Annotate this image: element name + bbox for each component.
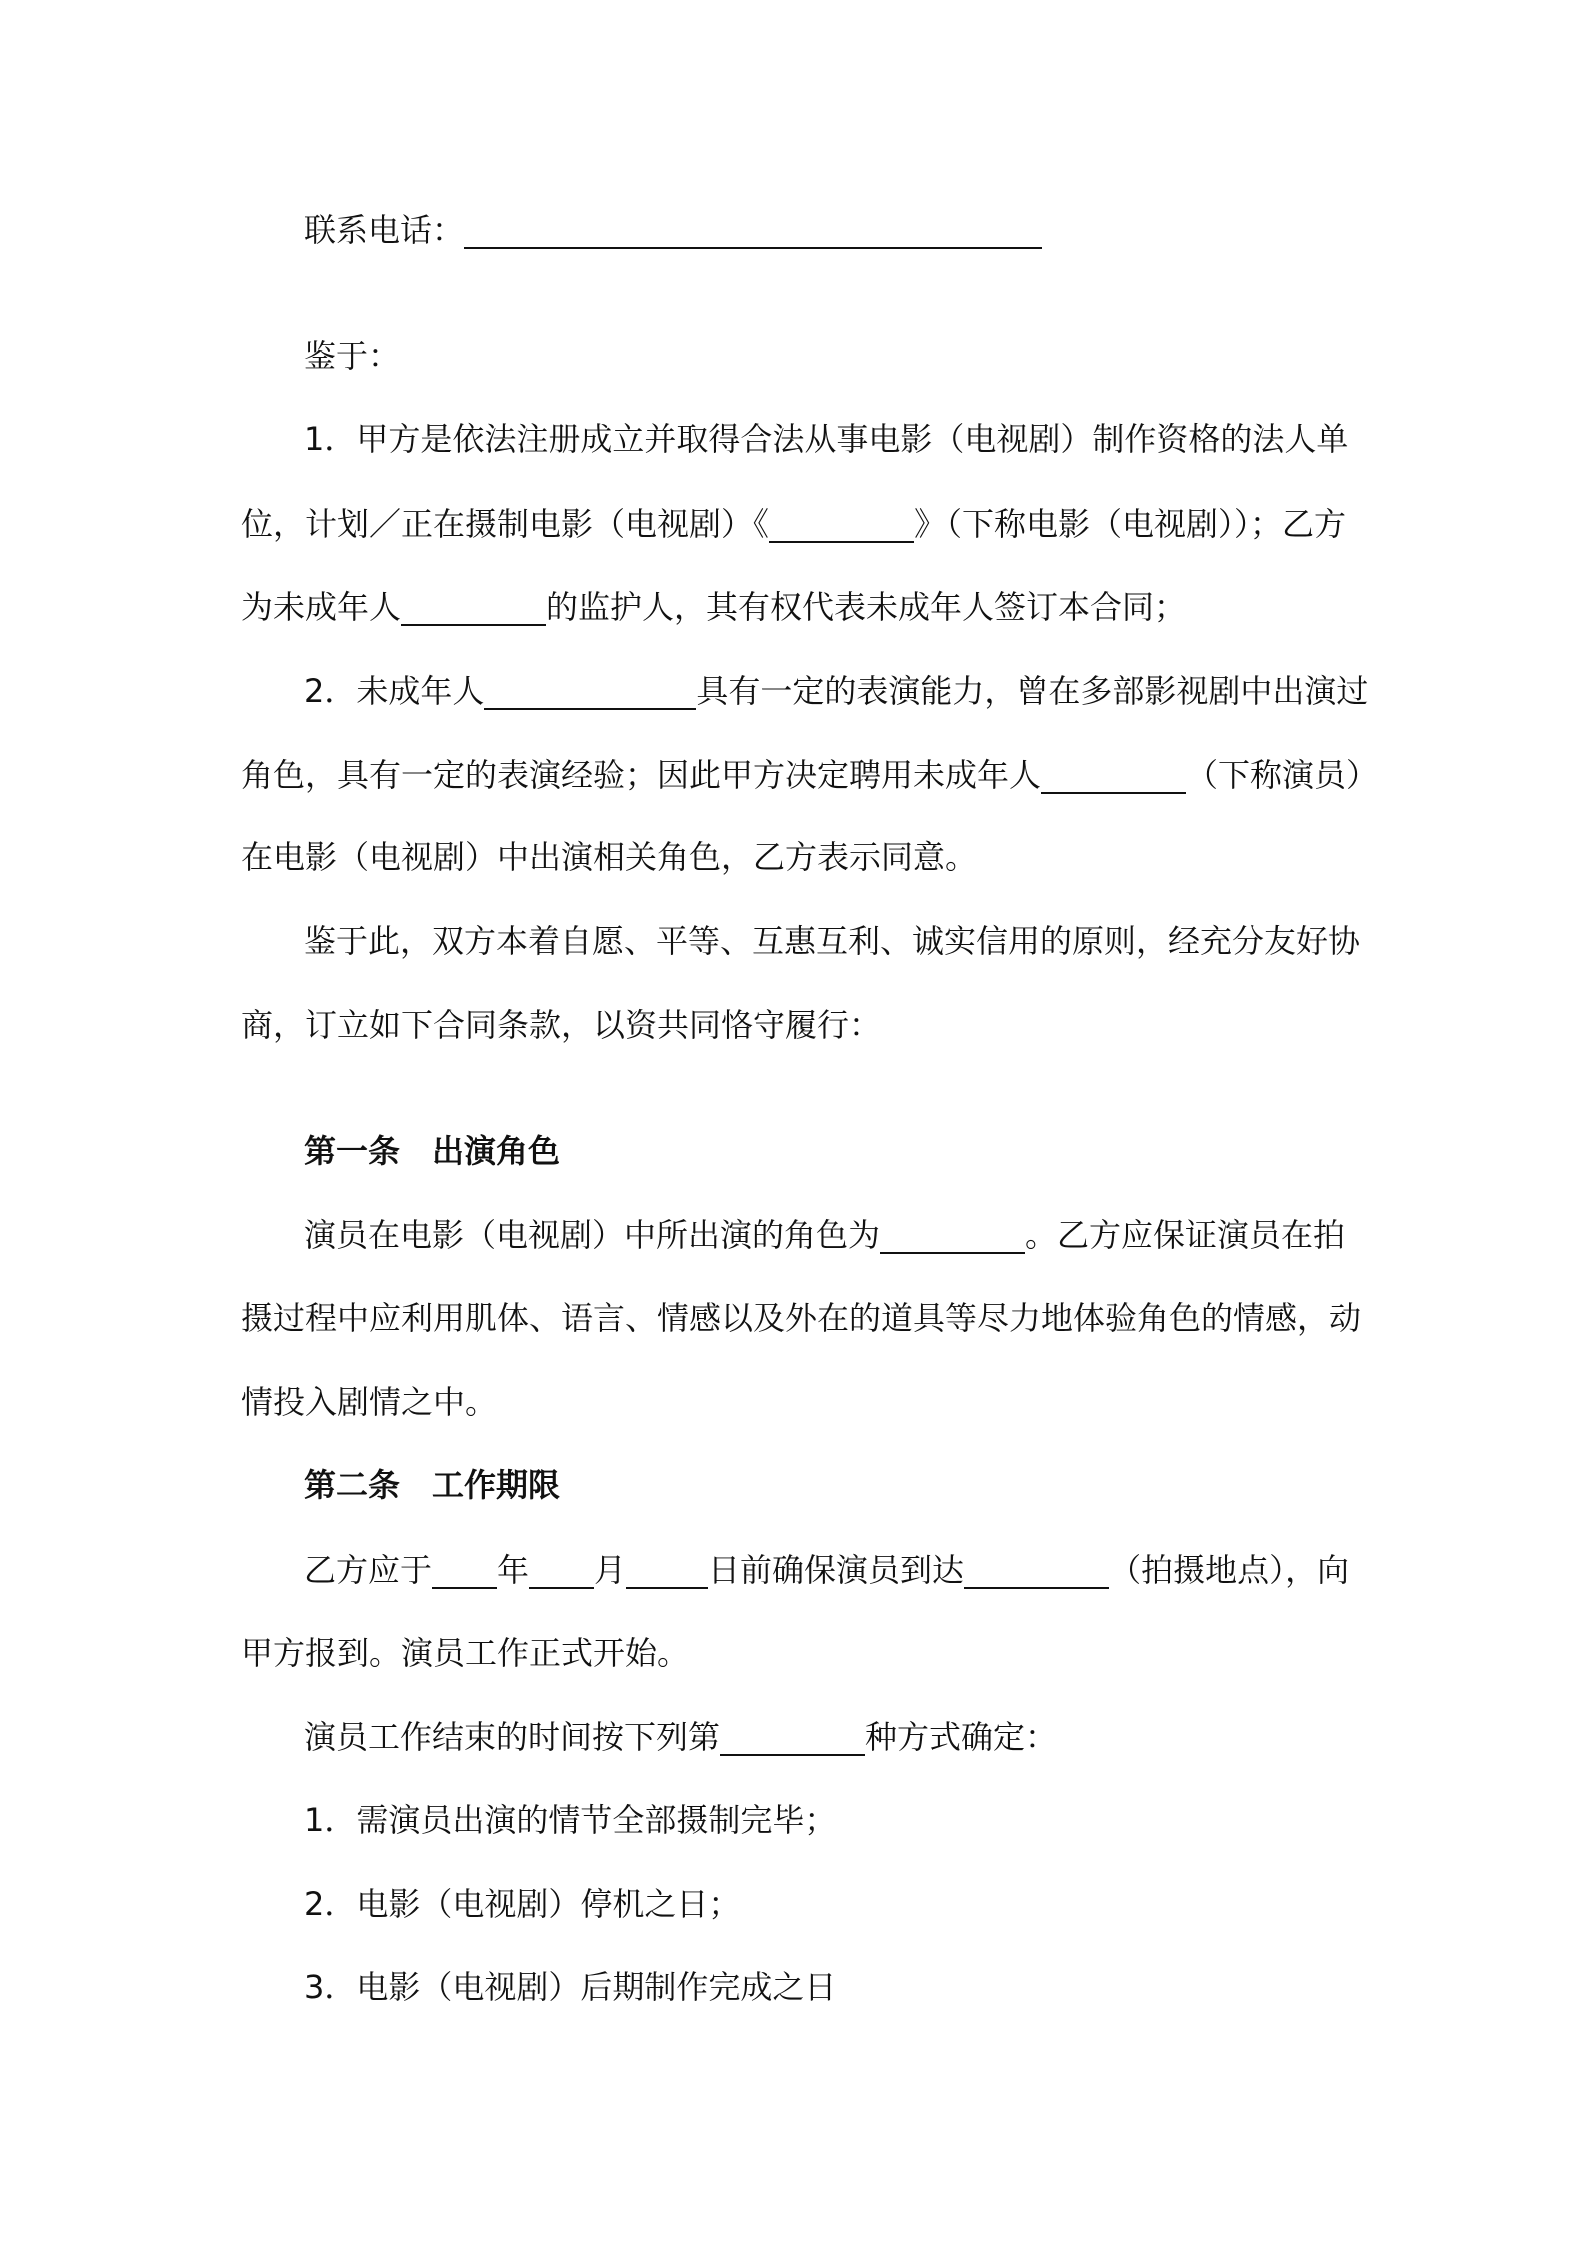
end-option-3: 3．电影（电视剧）后期制作完成之日 xyxy=(304,1968,837,2006)
end-option-2: 2．电影（电视剧）停机之日； xyxy=(304,1885,741,1923)
recital-2-text: （下称演员） xyxy=(1186,756,1379,794)
recital-2-line-1 xyxy=(304,674,1368,710)
article-2-text: 演员工作结束的时间按下列第 xyxy=(304,1718,721,1756)
recital-1-text: 》（下称电影（电视剧））；乙方 xyxy=(914,505,1347,543)
article-2-line-2: 甲方报到。演员工作正式开始。 xyxy=(241,1634,690,1672)
recital-3-line-1: 鉴于此，双方本着自愿、平等、互惠互利、诚实信用的原则，经充分友好协 xyxy=(304,922,1361,960)
article-1-text: 。乙方应保证演员在拍 xyxy=(1025,1216,1346,1254)
recital-1-line-3 xyxy=(241,590,1186,626)
article-2-text: 种方式确定： xyxy=(865,1718,1058,1756)
end-option-1: 1．需演员出演的情节全部摄制完毕； xyxy=(304,1801,837,1839)
month-blank[interactable] xyxy=(529,1553,594,1589)
location-blank[interactable] xyxy=(964,1553,1109,1589)
article-2-line-3 xyxy=(304,1720,1057,1756)
article-1-title: 出演角色 xyxy=(432,1132,561,1170)
article-1-heading xyxy=(304,1132,561,1170)
article-1-number: 第一条 xyxy=(304,1132,401,1170)
contact-phone-blank[interactable] xyxy=(464,213,1042,249)
recital-1-line-1: 1．甲方是依法注册成立并取得合法从事电影（电视剧）制作资格的法人单 xyxy=(304,420,1349,458)
article-2-line-1 xyxy=(304,1553,1349,1589)
method-number-blank[interactable] xyxy=(720,1720,865,1756)
article-2-text: 月 xyxy=(594,1551,627,1589)
day-blank[interactable] xyxy=(626,1553,708,1589)
minor-name-blank-2[interactable] xyxy=(484,674,696,710)
article-2-text: （拍摄地点），向 xyxy=(1109,1551,1350,1589)
recital-2-text: 2．未成年人 xyxy=(304,672,485,710)
film-title-blank[interactable] xyxy=(769,507,914,543)
article-2-text: 年 xyxy=(497,1551,530,1589)
article-2-text: 乙方应于 xyxy=(304,1551,433,1589)
article-1-text: 演员在电影（电视剧）中所出演的角色为 xyxy=(304,1216,881,1254)
article-1-line-1 xyxy=(304,1218,1345,1254)
recital-3-line-2: 商，订立如下合同条款，以资共同恪守履行： xyxy=(241,1006,882,1044)
minor-name-blank-3[interactable] xyxy=(1041,758,1186,794)
minor-name-blank[interactable] xyxy=(401,590,546,626)
recital-1-text: 为未成年人 xyxy=(241,588,402,626)
article-2-text: 日前确保演员到达 xyxy=(708,1551,965,1589)
role-name-blank[interactable] xyxy=(880,1218,1025,1254)
year-blank[interactable] xyxy=(432,1553,497,1589)
article-2-heading xyxy=(304,1466,561,1504)
contact-phone-line xyxy=(304,213,1042,249)
recital-1-text: 的监护人，其有权代表未成年人签订本合同； xyxy=(546,588,1187,626)
recital-1-line-2 xyxy=(241,507,1346,543)
article-1-line-2: 摄过程中应利用肌体、语言、情感以及外在的道具等尽力地体验角色的情感，动 xyxy=(241,1299,1362,1337)
recital-2-line-3: 在电影（电视剧）中出演相关角色，乙方表示同意。 xyxy=(241,838,978,876)
article-2-number: 第二条 xyxy=(304,1466,401,1504)
recital-2-line-2 xyxy=(241,758,1378,794)
contact-phone-label: 联系电话： xyxy=(304,211,465,249)
article-1-line-3: 情投入剧情之中。 xyxy=(241,1383,498,1421)
whereas-heading: 鉴于： xyxy=(304,337,401,375)
recital-1-text: 位，计划／正在摄制电影（电视剧）《 xyxy=(241,505,770,543)
recital-2-text: 角色，具有一定的表演经验；因此甲方决定聘用未成年人 xyxy=(241,756,1042,794)
article-2-title: 工作期限 xyxy=(432,1466,561,1504)
recital-2-text: 具有一定的表演能力，曾在多部影视剧中出演过 xyxy=(696,672,1369,710)
